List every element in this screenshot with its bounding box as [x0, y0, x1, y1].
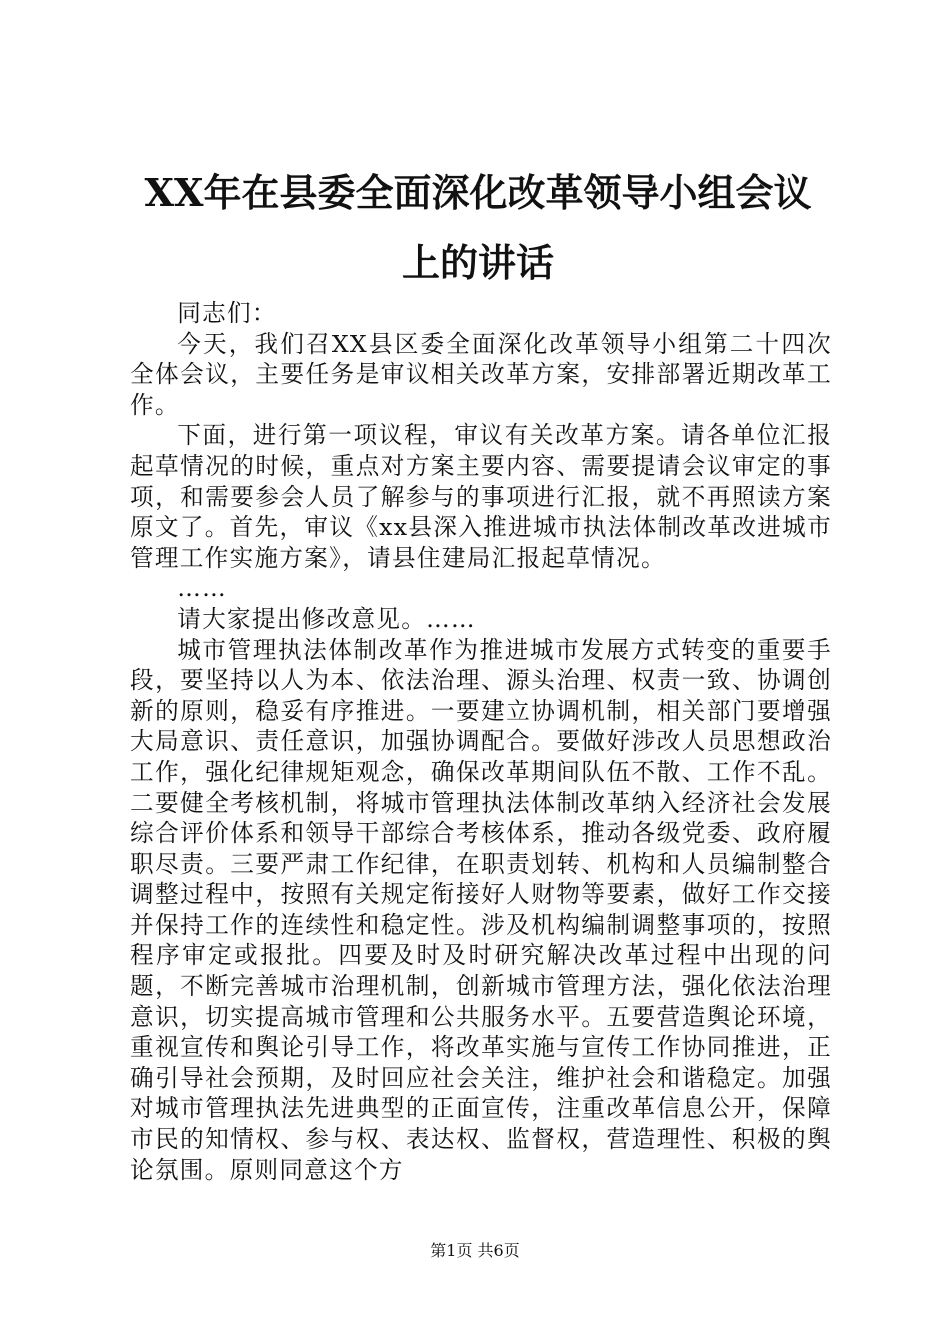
paragraph-ellipsis: …… — [177, 574, 227, 603]
document-title: XX年在县委全面深化改革领导小组会议上的讲话 — [144, 170, 812, 285]
paragraph-salutation: 同志们： — [177, 299, 277, 327]
paragraph-reform-requirements: 城市管理执法体制改革作为推进城市发展方式转变的重要手段，要坚持以人为本、依法治理、源头治理、权责一致、协调创新的原则，稳妥有序推进。一要建立协调机制，相关部门要增强大局意识、责任意识，加强协调配合。要做好涉改人员思想政治工作，强化纪律规矩观念，确保改革期间队伍不散、工作不乱。二要健全考核机制，将城市管理执法体制改革纳入经济社会发展综合评价体系和领导干部综合考核体系，推动各级党委、政府履职尽责。三要严肃工作纪律，在职责划转、机构和人员编制整合调整过程中，按照有关规定衔接好人财物等要素，做好工作交接并保持工作的连续性和稳定性。涉及机构编制调整事项的，按照程序审定或报批。四要及时及时研究解决改革过程中出现的问题，不断完善城市治理机制，创新城市管理方法，强化依法治理意识，切实提高城市管理和公共服务水平。五要营造舆论环境，重视宣传和舆论引导工作，将改革实施与宣传工作协同推进，正确引导社会预期，及时回应社会关注，维护社会和谐稳定。加强对城市管理执法先进典型的正面宣传，注重改革信息公开，保障市民的知情权、参与权、表达权、监督权，营造理性、积极的舆论氛围。原则同意这个方 — [130, 635, 832, 1184]
document-body — [130, 298, 832, 1185]
paragraph-opening: 今天，我们召XX县区委全面深化改革领导小组第二十四次全体会议，主要任务是审议相关改革方案，安排部署近期改革工作。 — [130, 329, 832, 419]
paragraph-request-comments: 请大家提出修改意见。…… — [177, 604, 476, 633]
page-number-footer: 第1页 共6页 — [430, 1241, 520, 1260]
paragraph-agenda: 下面，进行第一项议程，审议有关改革方案。请各单位汇报起草情况的时候，重点对方案主要内容、需要提请会议审定的事项，和需要参会人员了解参与的事项进行汇报，就不再照读方案原文了。首先，审议《xx县深入推进城市执法体制改革改进城市管理工作实施方案》，请县住建局汇报起草情况。 — [130, 421, 832, 572]
